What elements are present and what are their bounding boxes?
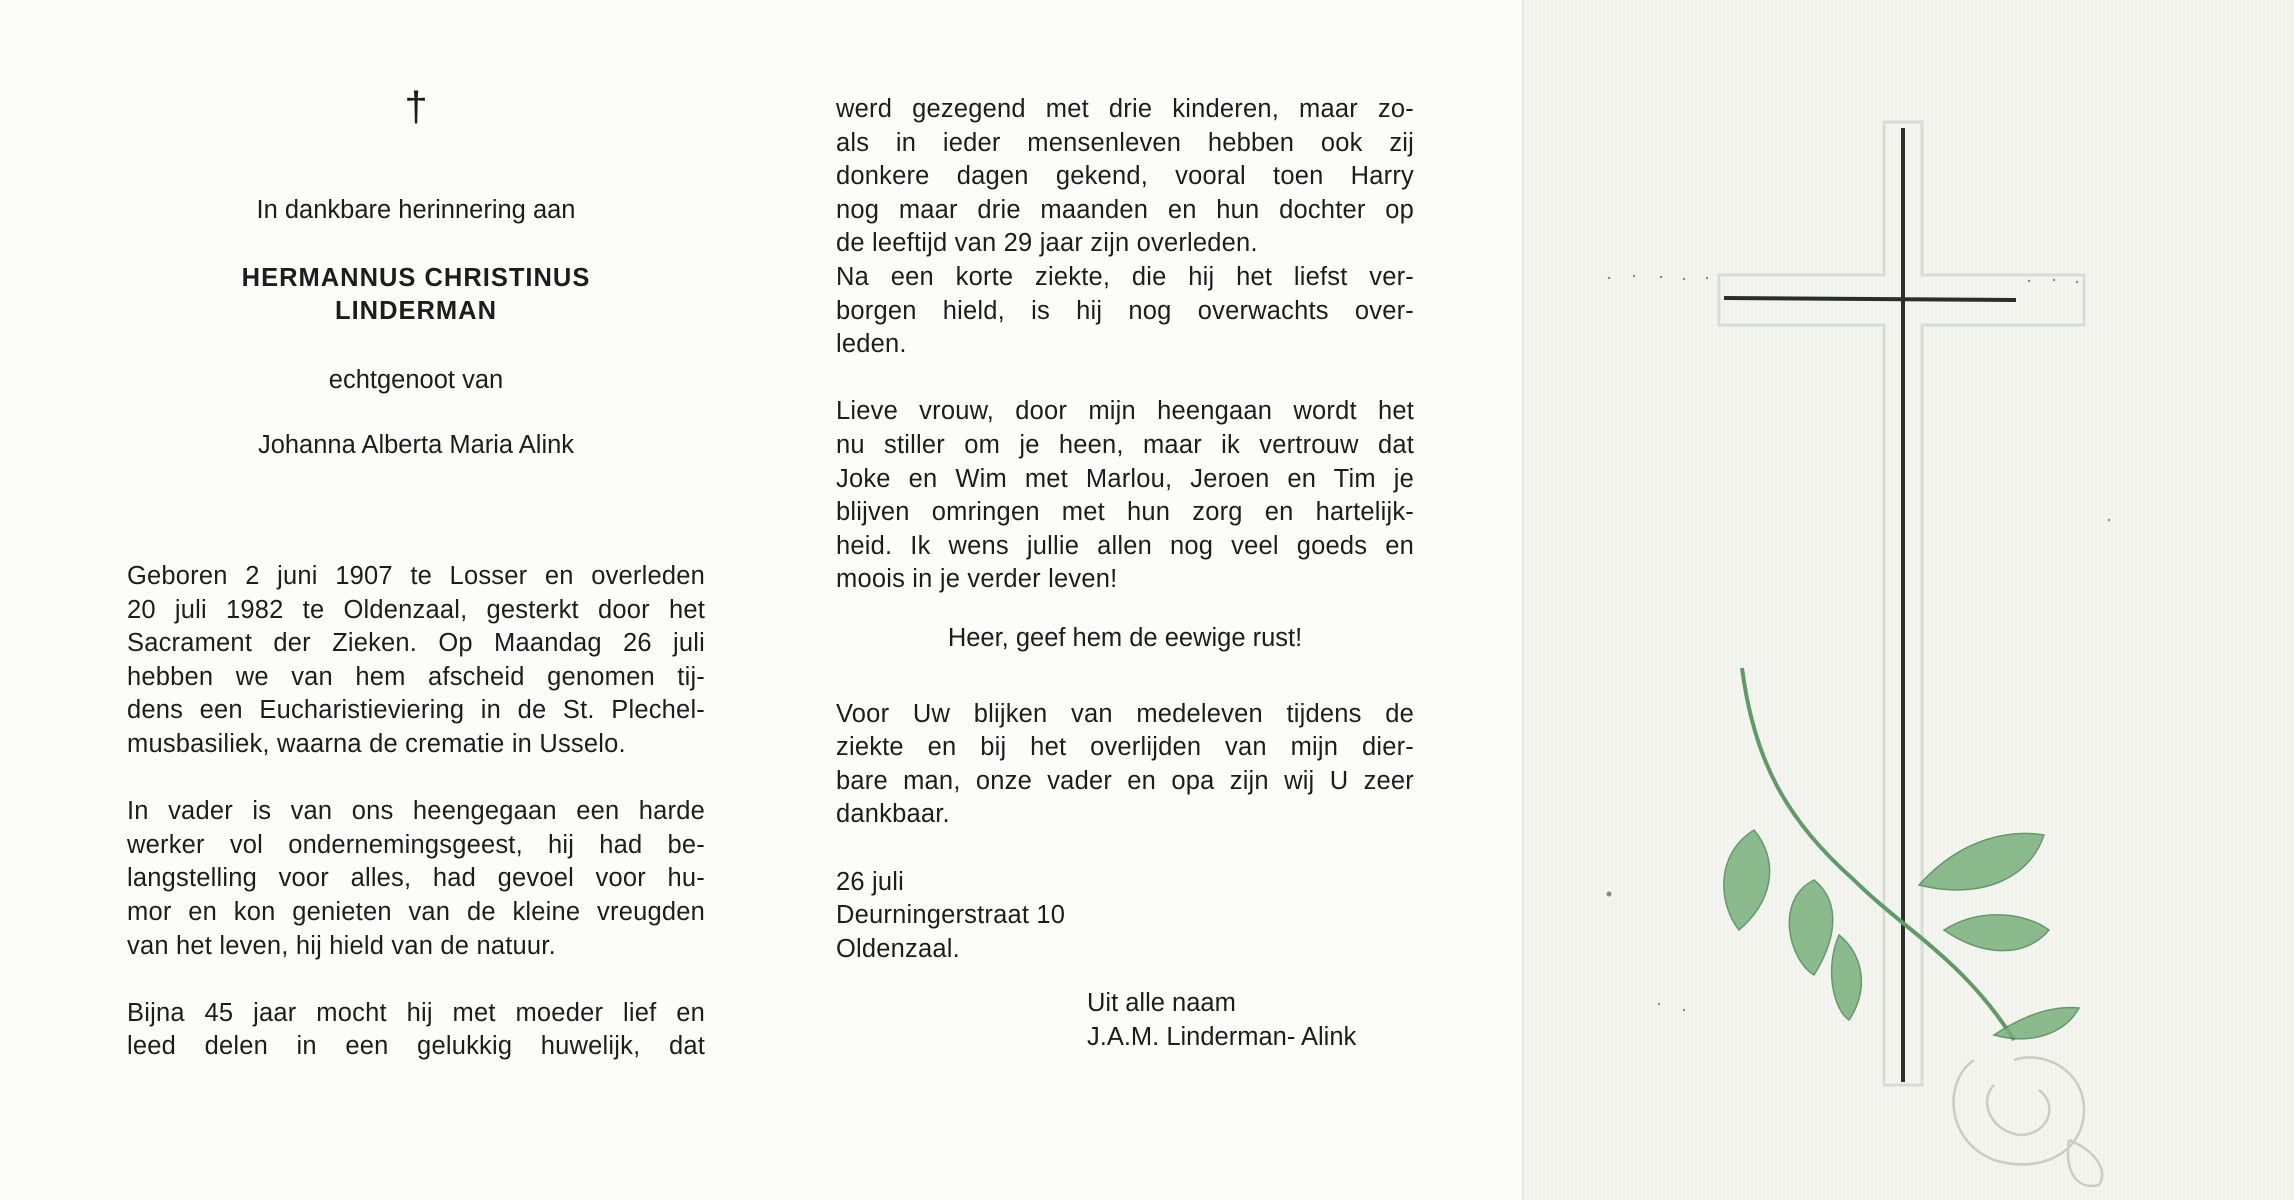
date-line: 26 juli [836,867,905,896]
text-line: Joke en Wim met Marlou, Jeroen en Tim je [836,464,1414,493]
signature-line1: Uit alle naam [1087,989,1236,1017]
text-line: Na een korte ziekte, die hij het liefst ver- [836,262,1414,291]
text-line: Sacrament der Zieken. Op Maandag 26 juli [127,629,705,658]
city-line: Oldenzaal. [836,934,960,963]
text-line: werker vol ondernemingsgeest, hij had be- [127,830,705,859]
text-line: moois in je verder leven! [836,565,1118,594]
text-line: borgen hield, is hij nog overwachts over- [836,296,1414,325]
deceased-name-line2: LINDERMAN [335,297,497,325]
intro-text: In dankbare herinnering aan [256,196,576,224]
deceased-name [127,262,705,328]
text-line: donkere dagen gekend, vooral toen Harry [836,162,1414,191]
text-line: In vader is van ons heengegaan een harde [127,797,705,826]
text-line: 20 juli 1982 te Oldenzaal, gesterkt door het [127,595,705,624]
cross-rose-illustration [1524,0,2294,1200]
text-line: dens een Eucharistieviering in de St. Plechel- [127,696,705,725]
text-line: Lieve vrouw, door mijn heengaan wordt het [836,397,1414,426]
text-line: bare man, onze vader en opa zijn wij U zeer [836,766,1414,795]
text-line: als in ieder mensenleven hebben ook zij [836,128,1414,157]
rose-bloom [1954,1057,2103,1185]
text-line: nog maar drie maanden en hun dochter op [836,195,1414,224]
text-line: heid. Ik wens jullie allen nog veel goeds en [836,531,1414,560]
text-line: blijven omringen met hun zorg en hartelijk- [836,498,1414,527]
text-line: ziekte en bij het overlijden van mijn dier- [836,733,1414,762]
address-line: Deurningerstraat 10 [836,901,1066,930]
text-line: Bijna 45 jaar mocht hij met moeder lief en [127,998,705,1027]
deceased-name-line1: HERMANNUS CHRISTINUS [241,264,591,292]
text-line: hebben we van hem afscheid genomen tij- [127,662,705,691]
text-line: Geboren 2 juni 1907 te Losser en overleden [127,562,705,590]
text-line: Voor Uw blijken van medeleven tijdens de [836,699,1414,728]
middle-column [836,93,1414,966]
paper-speckles [1607,275,2111,1011]
prayer-line: Heer, geef hem de eewige rust! [947,624,1303,652]
cross-symbol: † [404,83,428,130]
signature-line2: J.A.M. Linderman- Alink [1087,1022,1357,1051]
text-line: van het leven, hij hield van de natuur. [127,931,556,960]
text-line: langstelling voor alles, had gevoel voor hu- [127,864,705,893]
left-column [127,560,705,1064]
signature [1087,987,1356,1054]
text-line: musbasiliek, waarna de crematie in Usselo. [127,729,626,758]
text-line: de leeftijd van 29 jaar zijn overleden. [836,229,1258,258]
text-line: werd gezegend met drie kinderen, maar zo- [836,95,1414,123]
text-line: leed delen in een gelukkig huwelijk, dat [127,1032,705,1061]
text-line: leden. [836,330,907,359]
text-line: nu stiller om je heen, maar ik vertrouw dat [836,430,1414,459]
text-line: mor en kon genieten van de kleine vreugden [127,897,705,926]
text-line: dankbaar. [836,800,950,829]
spouse-name: Johanna Alberta Maria Alink [257,431,575,459]
spouse-label: echtgenoot van [328,366,504,394]
